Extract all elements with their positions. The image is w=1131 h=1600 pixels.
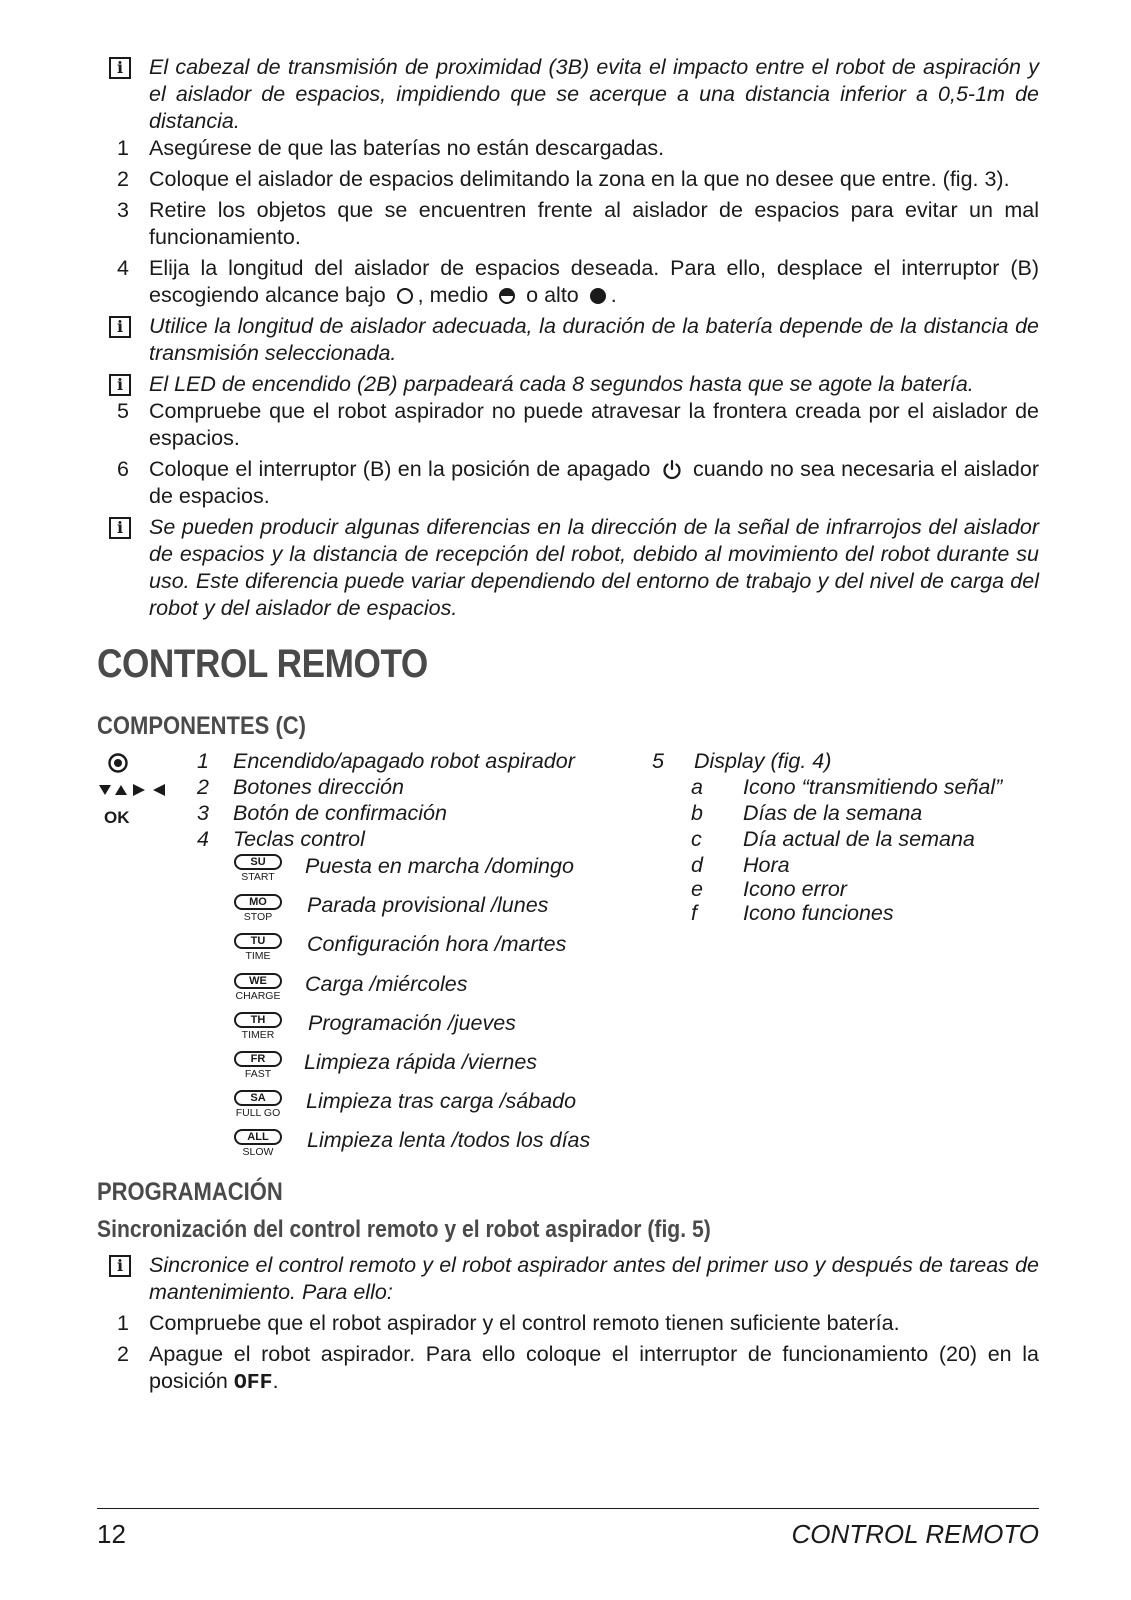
display-letter: c	[691, 827, 702, 851]
step-text-part: .	[610, 283, 617, 307]
key-label: Parada provisional /lunes	[307, 893, 549, 917]
ok-label: OK	[104, 808, 130, 827]
key-fr	[230, 1051, 286, 1080]
display-letter: a	[691, 775, 703, 799]
info-note	[97, 371, 1039, 398]
item-label: Botón de confirmación	[233, 801, 447, 825]
key-sub: TIME	[245, 950, 271, 962]
range-low-icon	[396, 287, 414, 305]
item-number: 3	[197, 801, 209, 825]
item-number: 2	[197, 775, 209, 799]
item-label: Teclas control	[233, 827, 365, 851]
item-number: 1	[197, 749, 209, 773]
info-icon: i	[109, 316, 131, 338]
step-text-part: cuando no sea necesaria el aislador de espacios.	[149, 457, 1039, 508]
componentes-heading: COMPONENTES (C)	[97, 712, 306, 740]
direction-arrows-icon	[97, 781, 169, 799]
step-item	[97, 197, 1039, 251]
range-high-icon	[589, 287, 607, 305]
key-cap: WE	[234, 973, 282, 989]
components-list	[97, 748, 1039, 1168]
key-label: Configuración hora /martes	[307, 932, 567, 956]
key-cap: TH	[234, 1012, 282, 1028]
step-item	[97, 135, 1039, 162]
info-icon: i	[109, 57, 131, 79]
key-sub: TIMER	[241, 1029, 275, 1041]
step-text	[149, 456, 1039, 510]
step-number: 2	[117, 1342, 129, 1366]
key-cap: SU	[234, 854, 282, 870]
step-number: 2	[117, 167, 129, 191]
step-text: Coloque el aislador de espacios delimitando la zona en la que no desee que entre. (fig. 3).	[149, 167, 1010, 191]
key-th	[230, 1012, 286, 1041]
display-letter: e	[691, 877, 703, 901]
step-text-part: o alto	[526, 283, 579, 307]
key-label: Puesta en marcha /domingo	[305, 854, 574, 878]
item-label: Display (fig. 4)	[694, 749, 832, 773]
key-mo	[230, 894, 286, 923]
key-sub: SLOW	[242, 1146, 274, 1158]
key-label: Carga /miércoles	[305, 972, 468, 996]
display-letter: b	[691, 801, 703, 825]
display-label: Días de la semana	[743, 801, 923, 825]
key-cap: TU	[234, 933, 282, 949]
key-cap: ALL	[234, 1129, 282, 1145]
key-label: Limpieza rápida /viernes	[304, 1050, 538, 1074]
item-label: Botones dirección	[233, 775, 404, 799]
key-sub: CHARGE	[235, 990, 281, 1002]
footer-title: CONTROL REMOTO	[791, 1519, 1039, 1549]
display-letter: f	[691, 901, 697, 925]
note-text: Se pueden producir algunas diferencias en la dirección de la señal de infrarrojos del aislador de espacios y la distancia de recepción del robot, debido al movimiento del robot durante su uso. Este diferencia puede variar dependiendo del entorno de trabajo y del nivel de carga del robot y del aislador de espacios.	[149, 515, 1039, 620]
step-text-part: Elija la longitud del aislador de espacios deseada. Para ello, desplace el interruptor (B) escogiendo alcance bajo	[149, 256, 1039, 307]
power-target-icon	[107, 752, 129, 774]
key-su	[230, 854, 286, 883]
off-label: OFF	[233, 1371, 273, 1395]
power-off-icon	[661, 459, 683, 481]
info-note	[97, 313, 1039, 367]
programacion-heading: PROGRAMACIÓN	[97, 1178, 283, 1206]
key-sa	[230, 1090, 286, 1119]
step-text-part: .	[272, 1369, 279, 1393]
step-number: 1	[117, 136, 129, 160]
step-number: 6	[117, 457, 129, 481]
footer-divider	[97, 1508, 1039, 1509]
display-letter: d	[691, 853, 703, 877]
info-icon: i	[109, 517, 131, 539]
range-medium-icon	[498, 287, 516, 305]
step-item	[97, 166, 1039, 193]
item-number: 5	[652, 749, 664, 773]
info-icon: i	[109, 374, 131, 396]
page-body	[97, 54, 1039, 1397]
key-sub: FAST	[244, 1068, 272, 1080]
note-text: El LED de encendido (2B) parpadeará cada 8 segundos hasta que se agote la batería.	[149, 372, 974, 396]
step-item	[97, 1341, 1039, 1397]
page-number: 12	[97, 1519, 126, 1549]
item-number: 4	[197, 827, 209, 851]
section-title: CONTROL REMOTO	[97, 642, 428, 686]
display-label: Hora	[743, 853, 790, 877]
step-text	[149, 255, 1039, 309]
display-label: Icono error	[743, 877, 847, 901]
step-number: 4	[117, 256, 129, 280]
display-label: Icono funciones	[743, 901, 894, 925]
display-label: Icono “transmitiendo señal”	[743, 775, 1003, 799]
key-sub: START	[241, 871, 275, 883]
step-text: Retire los objetos que se encuentren frente al aislador de espacios para evitar un mal funcionamiento.	[149, 198, 1039, 249]
step-number: 3	[117, 198, 129, 222]
key-sub: STOP	[243, 911, 273, 923]
step-text-part: Coloque el interruptor (B) en la posición de apagado	[149, 457, 651, 481]
key-all	[230, 1129, 286, 1158]
info-icon: i	[109, 1255, 131, 1277]
key-label: Programación /jueves	[308, 1011, 516, 1035]
info-note	[97, 54, 1039, 135]
sync-subheading: Sincronización del control remoto y el robot aspirador (fig. 5)	[97, 1216, 711, 1243]
key-cap: FR	[234, 1051, 282, 1067]
step-number: 1	[117, 1311, 129, 1335]
step-item	[97, 1310, 1039, 1337]
step-item	[97, 255, 1039, 309]
note-text: El cabezal de transmisión de proximidad (3B) evita el impacto entre el robot de aspiración y el aislador de espacios, impidiendo que se acerque a una distancia inferior a 0,5-1m de distancia.	[149, 55, 1039, 133]
step-text: Asegúrese de que las baterías no están descargadas.	[149, 136, 665, 160]
key-tu	[230, 933, 286, 962]
info-note	[97, 1252, 1039, 1306]
key-sub: FULL GO	[235, 1107, 281, 1119]
step-text-part: , medio	[417, 283, 489, 307]
step-text	[149, 1341, 1039, 1397]
key-cap: SA	[234, 1090, 282, 1106]
key-cap: MO	[234, 894, 282, 910]
step-text: Compruebe que el robot aspirador y el control remoto tienen suficiente batería.	[149, 1311, 900, 1335]
key-label: Limpieza tras carga /sábado	[306, 1089, 577, 1113]
note-text: Utilice la longitud de aislador adecuada, la duración de la batería depende de la distancia de transmisión seleccionada.	[149, 314, 1039, 365]
note-text: Sincronice el control remoto y el robot aspirador antes del primer uso y después de tareas de mantenimiento. Para ello:	[149, 1253, 1039, 1304]
step-item	[97, 456, 1039, 510]
step-text-part: Apague el robot aspirador. Para ello coloque el interruptor de funcionamiento (20) en la posición	[149, 1342, 1039, 1393]
step-item	[97, 398, 1039, 452]
key-we	[230, 973, 286, 1002]
step-text: Compruebe que el robot aspirador no puede atravesar la frontera creada por el aislador de espacios.	[149, 399, 1039, 450]
key-label: Limpieza lenta /todos los días	[307, 1128, 591, 1152]
item-label: Encendido/apagado robot aspirador	[233, 749, 575, 773]
display-label: Día actual de la semana	[743, 827, 975, 851]
step-number: 5	[117, 399, 129, 423]
info-note	[97, 514, 1039, 622]
